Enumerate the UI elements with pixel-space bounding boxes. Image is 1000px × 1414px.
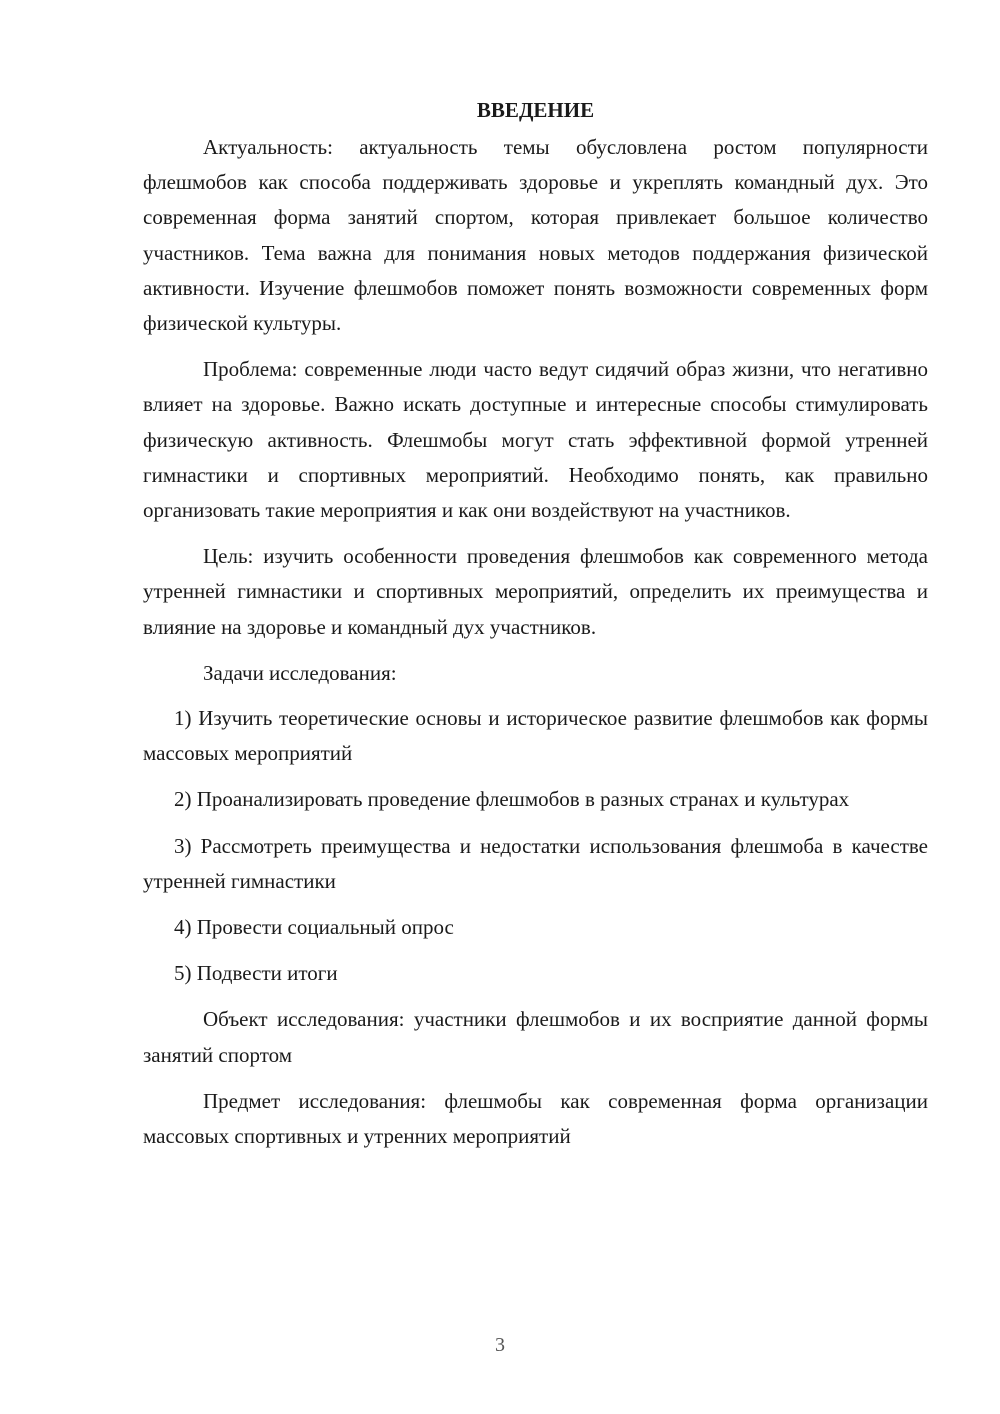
paragraph-problem: Проблема: современные люди часто ведут сидячий образ жизни, что негативно влияет на здоровье. Важно искать доступные и интересные способы стимулировать физическую активность. Флешмобы могут стать эффективной формой утренней гимнастики и спортивных мероприятий. Необходимо понять, как правильно организовать такие мероприятия и как они воздействуют на участников.: [143, 357, 928, 523]
paragraph-relevance: Актуальность: актуальность темы обусловлена ростом популярности флешмобов как способа поддерживать здоровье и укреплять командный дух. Это современная форма занятий спортом, которая привлекает большое количество участников. Тема важна для понимания новых методов поддержания физической активности. Изучение флешмобов поможет понять возможности современных форм физической культуры.: [143, 135, 928, 336]
task-item-2: 2) Проанализировать проведение флешмобов в разных странах и культурах: [174, 787, 850, 812]
page-number: 3: [495, 1334, 505, 1356]
document-page: [143, 92, 928, 1165]
paragraph-object: Объект исследования: участники флешмобов и их восприятие данной формы занятий спортом: [143, 1007, 928, 1067]
task-item-1: 1) Изучить теоретические основы и историческое развитие флешмобов как формы массовых мероприятий: [143, 706, 928, 766]
tasks-heading: Задачи исследования:: [203, 660, 397, 685]
task-item-3: 3) Рассмотреть преимущества и недостатки использования флешмоба в качестве утренней гимнастики: [143, 833, 928, 893]
section-title: ВВЕДЕНИЕ: [476, 98, 595, 122]
paragraph-subject: Предмет исследования: флешмобы как современная форма организации массовых спортивных и утренних мероприятий: [143, 1088, 928, 1149]
task-item-5: 5) Подвести итоги: [174, 961, 338, 986]
task-item-4: 4) Провести социальный опрос: [174, 915, 454, 940]
paragraph-goal: Цель: изучить особенности проведения флешмобов как современного метода утренней гимнастики и спортивных мероприятий, определить их преимущества и влияние на здоровье и командный дух участников.: [143, 544, 928, 639]
